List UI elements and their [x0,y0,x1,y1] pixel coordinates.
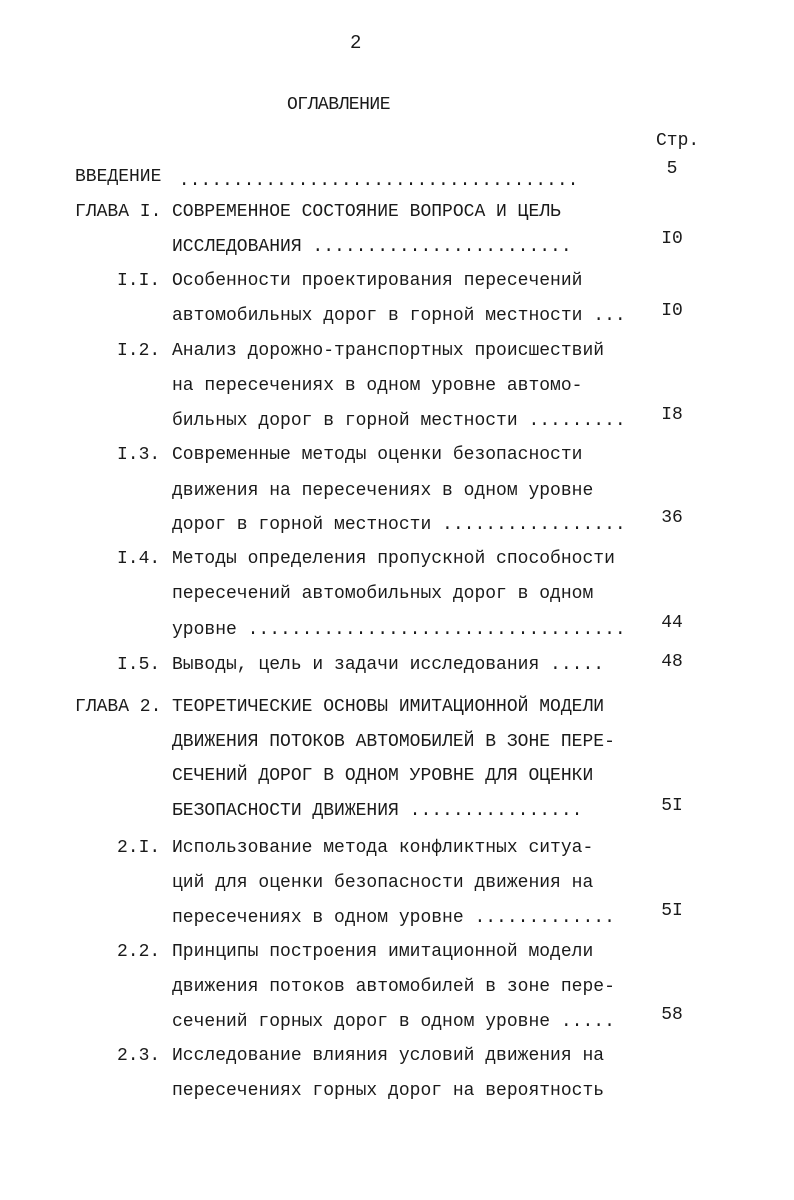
toc-line: пересечениях в одном уровне ............. [172,908,615,928]
toc-label-section: I.2. [117,341,161,361]
toc-line: ТЕОРЕТИЧЕСКИЕ ОСНОВЫ ИМИТАЦИОННОЙ МОДЕЛИ [172,697,605,717]
toc-line: Исследование влияния условий движения на [172,1046,605,1066]
toc-line: СОВРЕМЕННОЕ СОСТОЯНИЕ ВОПРОСА И ЦЕЛЬ [172,202,561,222]
toc-page-number: 36 [661,508,683,528]
toc-line: Методы определения пропускной способности [172,549,615,569]
document-title: ОГЛАВЛЕНИЕ [287,95,391,115]
toc-page-number: 58 [661,1005,683,1025]
page-column-header: Стр. [656,131,700,151]
toc-line: БЕЗОПАСНОСТИ ДВИЖЕНИЯ ................ [172,801,583,821]
toc-label-section: 2.2. [117,942,161,962]
toc-label-section: 2.3. [117,1046,161,1066]
toc-page-number: I0 [661,229,683,249]
toc-line: ИССЛЕДОВАНИЯ ........................ [172,237,572,257]
toc-line: на пересечениях в одном уровне автомо- [172,376,583,396]
toc-label-introduction: ВВЕДЕНИЕ [75,167,162,187]
toc-line: дорог в горной местности ................. [172,515,626,535]
toc-line: бильных дорог в горной местности ......... [172,411,626,431]
toc-line: движения потоков автомобилей в зоне пере- [172,977,615,997]
toc-page-number: 5I [661,796,683,816]
toc-page-number: 5I [661,901,683,921]
toc-page-number: 5 [666,159,678,179]
toc-line: СЕЧЕНИЙ ДОРОГ В ОДНОМ УРОВНЕ ДЛЯ ОЦЕНКИ [172,766,594,786]
toc-label-chapter-1: ГЛАВА I. [75,202,162,222]
toc-line: сечений горных дорог в одном уровне ..... [172,1012,615,1032]
toc-line: ций для оценки безопасности движения на [172,873,594,893]
toc-label-chapter-2: ГЛАВА 2. [75,697,162,717]
toc-page-number: I8 [661,405,683,425]
toc-line: уровне ................................... [172,620,626,640]
toc-line: Современные методы оценки безопасности [172,445,583,465]
toc-label-section: 2.I. [117,838,161,858]
toc-line: Использование метода конфликтных ситуа- [172,838,594,858]
toc-line: пересечениях горных дорог на вероятность [172,1081,605,1101]
toc-label-section: I.I. [117,271,161,291]
toc-page-number: 48 [661,652,683,672]
toc-line: Особенности проектирования пересечений [172,271,583,291]
toc-line: Принципы построения имитационной модели [172,942,594,962]
toc-line: Анализ дорожно-транспортных происшествий [172,341,605,361]
toc-label-section: I.4. [117,549,161,569]
toc-line: движения на пересечениях в одном уровне [172,481,594,501]
toc-line: ..................................... [168,171,579,191]
toc-label-section: I.3. [117,445,161,465]
toc-line: ДВИЖЕНИЯ ПОТОКОВ АВТОМОБИЛЕЙ В ЗОНЕ ПЕРЕ- [172,732,615,752]
toc-label-section: I.5. [117,655,161,675]
toc-line: Выводы, цель и задачи исследования ..... [172,655,605,675]
page-number: 2 [350,32,362,54]
toc-page-number: I0 [661,301,683,321]
toc-line: автомобильных дорог в горной местности ... [172,306,626,326]
toc-line: пересечений автомобильных дорог в одном [172,584,594,604]
toc-page-number: 44 [661,613,683,633]
